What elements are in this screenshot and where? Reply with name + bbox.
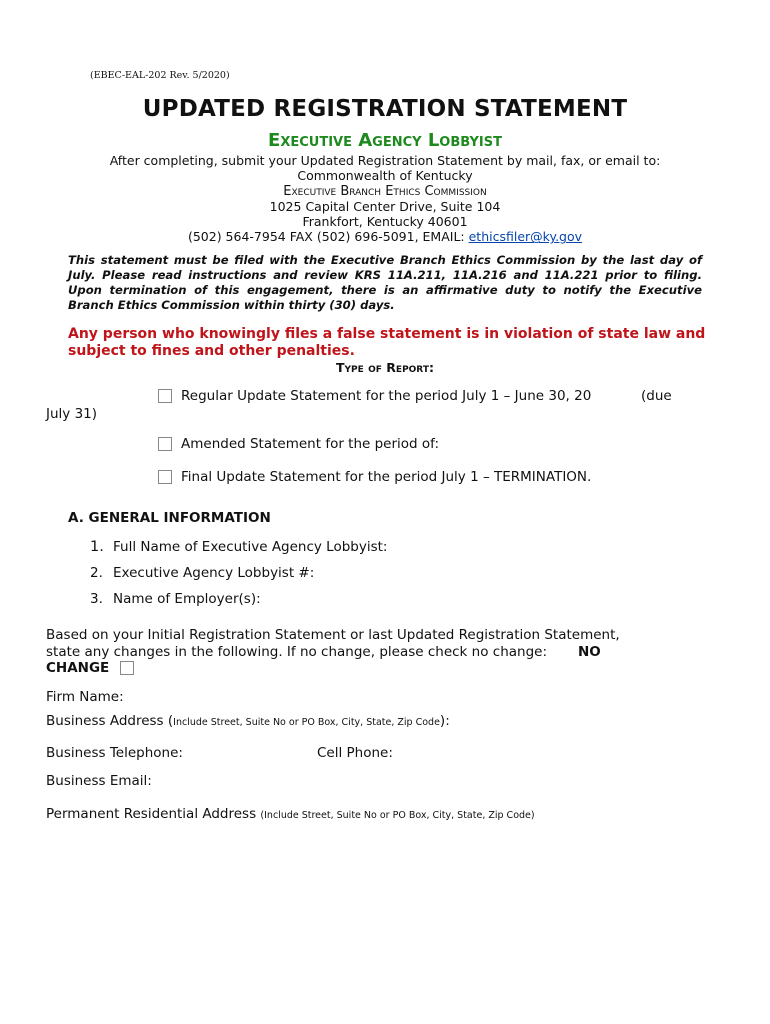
employer-name-label: Name of Employer(s): [113,591,261,607]
residential-address-hint: (Include Street, Suite No or PO Box, City, State, Zip Code) [260,810,535,821]
business-address-label [46,713,450,732]
false-statement-warning: Any person who knowingly files a false statement is in violation of state law and subject to fines and other penalties. [68,326,706,359]
regular-update-due-date: July 31) [46,406,98,422]
residential-address-text: Permanent Residential Address [46,806,257,822]
regular-update-label: Regular Update Statement for the period July 1 – June 30, 20 [181,388,592,404]
amended-statement-label: Amended Statement for the period of: [181,436,439,452]
no-change-checkbox[interactable] [120,661,134,675]
regular-update-due: (due [641,388,672,404]
business-address-close: ): [439,713,450,729]
no-change-label-no: NO [578,644,601,660]
page-title: UPDATED REGISTRATION STATEMENT [142,96,628,122]
amended-statement-checkbox[interactable] [158,437,172,451]
final-update-checkbox[interactable] [158,470,172,484]
changes-instruction-2: state any changes in the following. If no change, please check no change: [46,644,548,660]
lobbyist-name-label: Full Name of Executive Agency Lobbyist: [113,539,388,555]
final-update-label: Final Update Statement for the period July 1 – TERMINATION. [181,469,592,485]
firm-name-label: Firm Name: [46,689,124,705]
residential-address-label [46,806,535,825]
filing-notice: This statement must be filed with the Executive Branch Ethics Commission by the last day of July. Please read instructions and review KRS 11A.211, 11A.216 and 11A.221 prior to filing. Upon termination of this engagement, there is an affirmative duty to notify the Executive Branch Ethics Commission within thirty (30) days. [68,253,702,312]
item-3-number: 3. [90,591,103,607]
section-a-heading: A. GENERAL INFORMATION [68,510,271,526]
org-contact [0,229,770,244]
org-line-1: Commonwealth of Kentucky [297,168,473,184]
org-city: Frankfort, Kentucky 40601 [302,214,468,230]
email-link[interactable]: ethicsfiler@ky.gov [468,229,583,245]
page-subtitle: Executive Agency Lobbyist [268,130,502,151]
org-street: 1025 Capital Center Drive, Suite 104 [269,198,501,214]
cell-phone-label: Cell Phone: [317,745,393,761]
business-email-label: Business Email: [46,773,152,789]
contact-phone-fax: (502) 564-7954 FAX (502) 696-5091, EMAIL: [187,229,469,245]
regular-update-checkbox[interactable] [158,389,172,403]
item-1-number: 1. [90,539,104,555]
lobbyist-number-label: Executive Agency Lobbyist #: [113,565,315,581]
submission-block [0,153,770,245]
changes-instruction-1: Based on your Initial Registration Statement or last Updated Registration Statement, [46,627,620,643]
business-telephone-label: Business Telephone: [46,745,183,761]
form-revision: (EBEC-EAL-202 Rev. 5/2020) [90,70,230,81]
type-of-report-heading: Type of Report: [336,360,434,375]
submission-instruction: After completing, submit your Updated Registration Statement by mail, fax, or email to: [109,153,661,168]
business-address-hint: Include Street, Suite No or PO Box, City, State, Zip Code [173,717,440,728]
org-line-2: Executive Branch Ethics Commission [283,183,487,199]
business-address-text: Business Address ( [46,713,174,729]
no-change-label-change: CHANGE [46,660,110,676]
item-2-number: 2. [90,565,103,581]
